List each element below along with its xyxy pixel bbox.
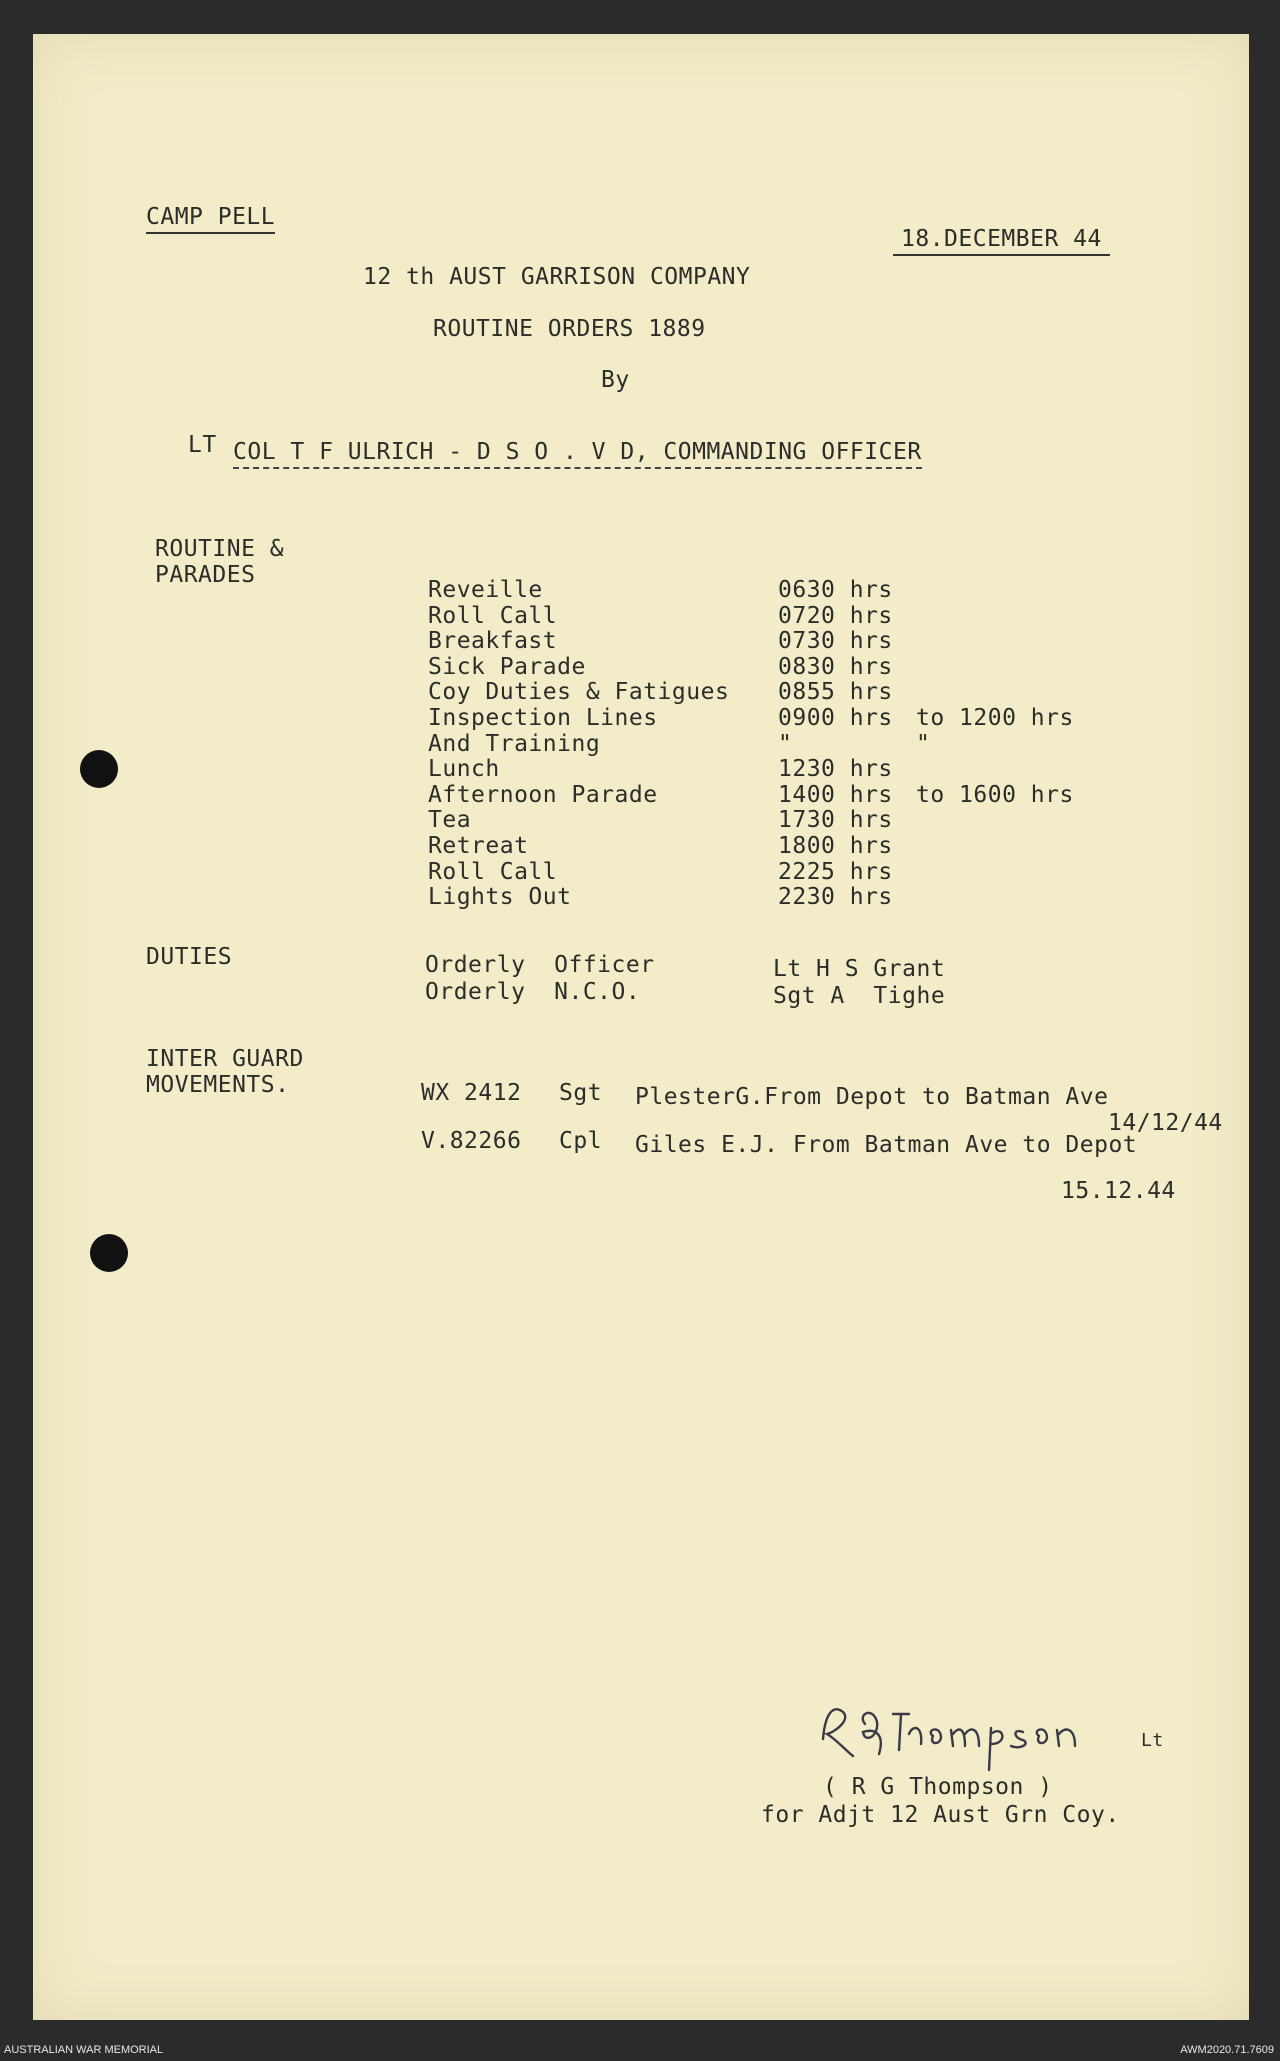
- routine-activity: Tea: [428, 807, 472, 833]
- routine-activity: Roll Call: [428, 603, 558, 629]
- orders-title: ROUTINE ORDERS 1889: [433, 316, 706, 342]
- movement-date: 15.12.44: [1061, 1178, 1176, 1204]
- section-label-parades: PARADES: [155, 562, 256, 588]
- routine-activity: Inspection Lines: [428, 705, 658, 731]
- section-label-routine: ROUTINE &: [155, 536, 285, 562]
- routine-activity: Sick Parade: [428, 654, 586, 680]
- location: CAMP PELL: [146, 204, 275, 234]
- movement-rank: Cpl: [559, 1128, 603, 1154]
- routine-activity: Afternoon Parade: [428, 782, 658, 808]
- routine-time: ": [778, 731, 793, 757]
- routine-activity: Lunch: [428, 756, 500, 782]
- routine-activity: Retreat: [428, 833, 529, 859]
- routine-activity: Roll Call: [428, 859, 558, 885]
- commander-prefix: LT: [188, 432, 217, 458]
- routine-time: 0900 hrs: [778, 705, 893, 731]
- date: 18.DECEMBER 44: [893, 226, 1110, 256]
- routine-activity: Reveille: [428, 577, 543, 603]
- routine-time: 1400 hrs: [778, 782, 893, 808]
- by-line: By: [601, 367, 630, 393]
- footer-catalogue-number: AWM2020.71.7609: [1180, 2044, 1274, 2056]
- movement-date: 14/12/44: [1108, 1110, 1223, 1136]
- footer-archive-name: AUSTRALIAN WAR MEMORIAL: [4, 2044, 164, 2056]
- signature-rank: Lt: [1141, 1730, 1164, 1751]
- duty-role: Orderly N.C.O.: [425, 979, 641, 1005]
- duty-name: Lt H S Grant: [773, 956, 946, 982]
- unit-title: 12 th AUST GARRISON COMPANY: [363, 264, 751, 290]
- routine-extra: to 1200 hrs: [916, 705, 1074, 731]
- routine-activity: Breakfast: [428, 628, 558, 654]
- routine-time: 1230 hrs: [778, 756, 893, 782]
- routine-time: 1730 hrs: [778, 807, 893, 833]
- movement-number: V.82266: [421, 1128, 522, 1154]
- routine-time: 0730 hrs: [778, 628, 893, 654]
- routine-time: 0720 hrs: [778, 603, 893, 629]
- routine-activity: Coy Duties & Fatigues: [428, 679, 730, 705]
- routine-activity: And Training: [428, 731, 601, 757]
- routine-time: 2230 hrs: [778, 884, 893, 910]
- movement-rank: Sgt: [559, 1080, 603, 1106]
- routine-extra: to 1600 hrs: [916, 782, 1074, 808]
- section-label-duties: DUTIES: [146, 944, 233, 970]
- routine-time: 2225 hrs: [778, 859, 893, 885]
- commander-line: COL T F ULRICH - D S O . V D, COMMANDING OFFICER: [233, 439, 922, 469]
- routine-extra: ": [916, 731, 931, 757]
- movement-detail: Giles E.J. From Batman Ave to Depot: [635, 1132, 1138, 1158]
- routine-activity: Lights Out: [428, 884, 572, 910]
- movement-number: WX 2412: [421, 1080, 522, 1106]
- movement-detail: PlesterG.From Depot to Batman Ave: [635, 1084, 1109, 1110]
- routine-time: 0855 hrs: [778, 679, 893, 705]
- typed-name: ( R G Thompson ): [823, 1774, 1053, 1800]
- routine-time: 1800 hrs: [778, 833, 893, 859]
- routine-time: 0830 hrs: [778, 654, 893, 680]
- for-adjt-line: for Adjt 12 Aust Grn Coy.: [761, 1802, 1120, 1828]
- duty-role: Orderly Officer: [425, 952, 655, 978]
- section-label-inter-guard: INTER GUARD: [146, 1046, 304, 1072]
- document-page: [33, 34, 1249, 2020]
- routine-time: 0630 hrs: [778, 577, 893, 603]
- punch-hole: [80, 750, 118, 788]
- punch-hole: [90, 1234, 128, 1272]
- duty-name: Sgt A Tighe: [773, 983, 946, 1009]
- section-label-movements: MOVEMENTS.: [146, 1072, 290, 1098]
